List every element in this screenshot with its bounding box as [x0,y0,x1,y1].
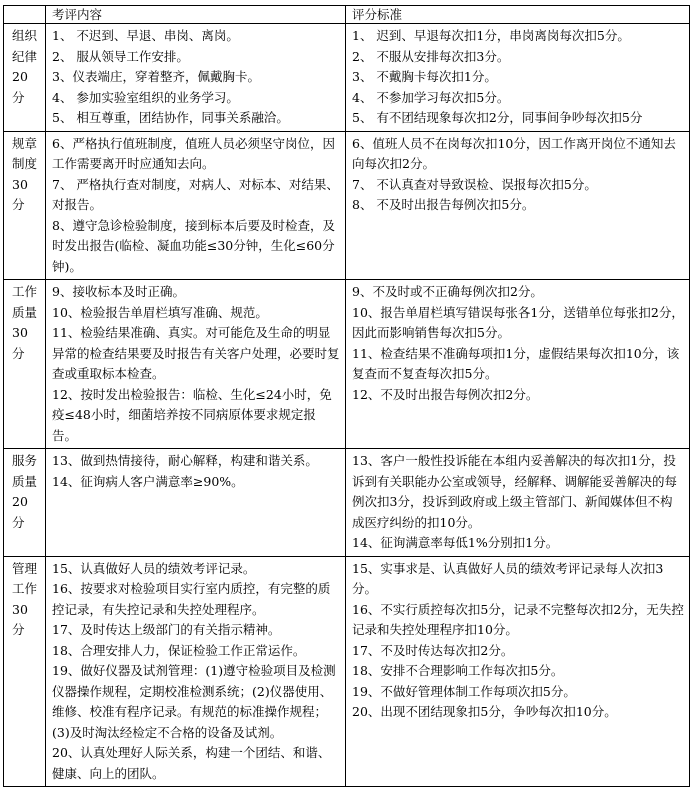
category-label: 服务 [12,453,38,468]
standard-item: 7、 不认真查对导致误检、误报每次扣5分。 [352,176,597,192]
standard-item: 9、不及时或不正确每例次扣2分。 [352,284,543,299]
standard-item: 6、值班人员不在岗每次扣10分，因工作离开岗位不通知去向每次扣2分。 [352,135,676,171]
content-item: 15、认真做好人员的绩效考评记录。 [52,560,256,576]
content-item: 17、及时传达上级部门的有关指示精神。 [52,622,281,637]
table-row [4,131,690,280]
category-label: 组织 [12,28,38,43]
content-item: 2、 服从领导工作安排。 [52,48,189,64]
content-cell [46,131,346,280]
standard-item: 1、 迟到、早退每次扣1分，串岗离岗每次扣5分。 [352,28,630,43]
category-label: 规章 [12,135,38,151]
content-item: 14、征询病人客户满意率≥90%。 [52,473,244,489]
content-item: 16、按要求对检验项目实行室内质控，有完整的质控记录，有失控记录和失控处理程序。 [52,581,331,617]
standard-item: 2、 不服从安排每次扣3分。 [352,48,510,64]
content-item: 11、检验结果准确、真实。对可能危及生命的明显异常的检查结果要及时报告有关客户处理，必要时复查或重取标本检查。 [52,325,340,381]
standard-item: 16、不实行质控每次扣5分，记录不完整每次扣2分，无失控记录和失控处理程序扣10分。 [352,601,684,637]
standard-cell [346,280,690,449]
standard-cell [346,449,690,557]
content-item: 7、 严格执行查对制度，对病人、对标本、对结果、对报告。 [52,176,339,212]
content-item: 12、按时发出检验报告：临检、生化≤24小时，免疫≤48小时，细菌培养按不同病原体要求规定报告。 [52,386,332,443]
content-item: 1、 不迟到、早退、串岗、离岗。 [52,28,239,43]
content-item: 18、合理安排人力，保证检验工作正常运作。 [52,642,306,658]
category-label: 制度 [12,156,38,171]
standard-item: 19、不做好管理体制工作每项次扣5分。 [352,683,576,699]
category-label: 30分 [12,176,28,212]
category-label: 20分 [12,69,28,105]
table-row [4,280,690,449]
standard-item: 5、 有不团结现象每次扣2分，同事间争吵每次扣5分 [352,110,643,125]
category-label: 20分 [12,494,28,530]
content-cell [46,556,346,787]
category-label: 质量 [12,473,38,489]
content-item: 19、做好仪器及试剂管理：(1)遵守检验项目及检测仪器操作规程，定期校准检测系统；(2)仪器使用、维修、校准有程序记录。有规范的标准操作规程；(3)及时淘汰经检定不合格的设备及试剂。 [52,663,336,740]
table-row [4,449,690,557]
standard-item: 17、不及时传达每次扣2分。 [352,642,514,658]
table-header-row [4,6,690,24]
content-cell [46,449,346,557]
content-item: 20、认真处理好人际关系，构建一个团结、和谐、健康、向上的团队。 [52,745,331,781]
standard-item: 11、检查结果不准确每项扣1分，虚假结果每次扣10分，该复查而不复查每次扣5分。 [352,345,680,381]
content-cell [46,24,346,132]
category-cell [4,449,46,557]
standard-cell [346,24,690,132]
content-item: 5、 相互尊重，团结协作，同事关系融洽。 [52,110,289,125]
category-cell [4,556,46,787]
content-item: 10、检验报告单眉栏填写准确、规范。 [52,304,268,320]
category-label: 管理 [12,560,38,576]
category-cell [4,131,46,280]
category-label: 工作 [12,581,38,596]
category-cell [4,24,46,132]
standard-cell [346,556,690,787]
standard-item: 20、出现不团结现象扣5分，争吵每次扣10分。 [352,704,617,719]
content-item: 3、仪表端庄，穿着整齐，佩戴胸卡。 [52,69,260,84]
header-category [4,6,46,24]
standard-cell [346,131,690,280]
standard-item: 14、征询满意率每低1%分别扣1分。 [352,535,559,550]
standard-item: 3、 不戴胸卡每次扣1分。 [352,69,497,84]
category-label: 质量 [12,304,38,320]
category-label: 30分 [12,325,28,361]
content-item: 4、 参加实验室组织的业务学习。 [52,89,239,105]
table-row [4,24,690,132]
content-item: 9、接收标本及时正确。 [52,284,185,299]
standard-item: 10、报告单眉栏填写错误每张各1分，送错单位每张扣2分，因此而影响销售每次扣5分。 [352,304,684,340]
content-item: 6、严格执行值班制度，值班人员必须坚守岗位，因工作需要离开时应通知去向。 [52,135,335,171]
header-content: 考评内容 [46,6,346,24]
category-cell [4,280,46,449]
standard-item: 13、客户一般性投诉能在本组内妥善解决的每次扣1分，投诉到有关职能办公室或领导，经解释、调解能妥善解决的每例次扣3分，投诉到政府或上级主管部门、新闻媒体但不构成医疗纠纷的扣10分。 [352,453,678,530]
category-label: 30分 [12,601,28,637]
category-label: 纪律 [12,48,38,64]
standard-item: 18、安排不合理影响工作每次扣5分。 [352,663,564,678]
content-cell [46,280,346,449]
assessment-table [3,5,690,787]
standard-item: 15、实事求是、认真做好人员的绩效考评记录每人次扣3分。 [352,560,664,596]
category-label: 工作 [12,284,38,299]
standard-item: 12、不及时出报告每例次扣2分。 [352,386,539,402]
header-standard: 评分标准 [346,6,690,24]
standard-item: 8、 不及时出报告每例次扣5分。 [352,197,535,212]
table-row [4,556,690,787]
content-item: 13、做到热情接待，耐心解释，构建和谐关系。 [52,453,318,468]
content-item: 8、遵守急诊检验制度，接到标本后要及时检查，及时发出报告(临检、凝血功能≤30分钟，生化≤60分钟)。 [52,217,335,274]
standard-item: 4、 不参加学习每次扣5分。 [352,89,510,105]
